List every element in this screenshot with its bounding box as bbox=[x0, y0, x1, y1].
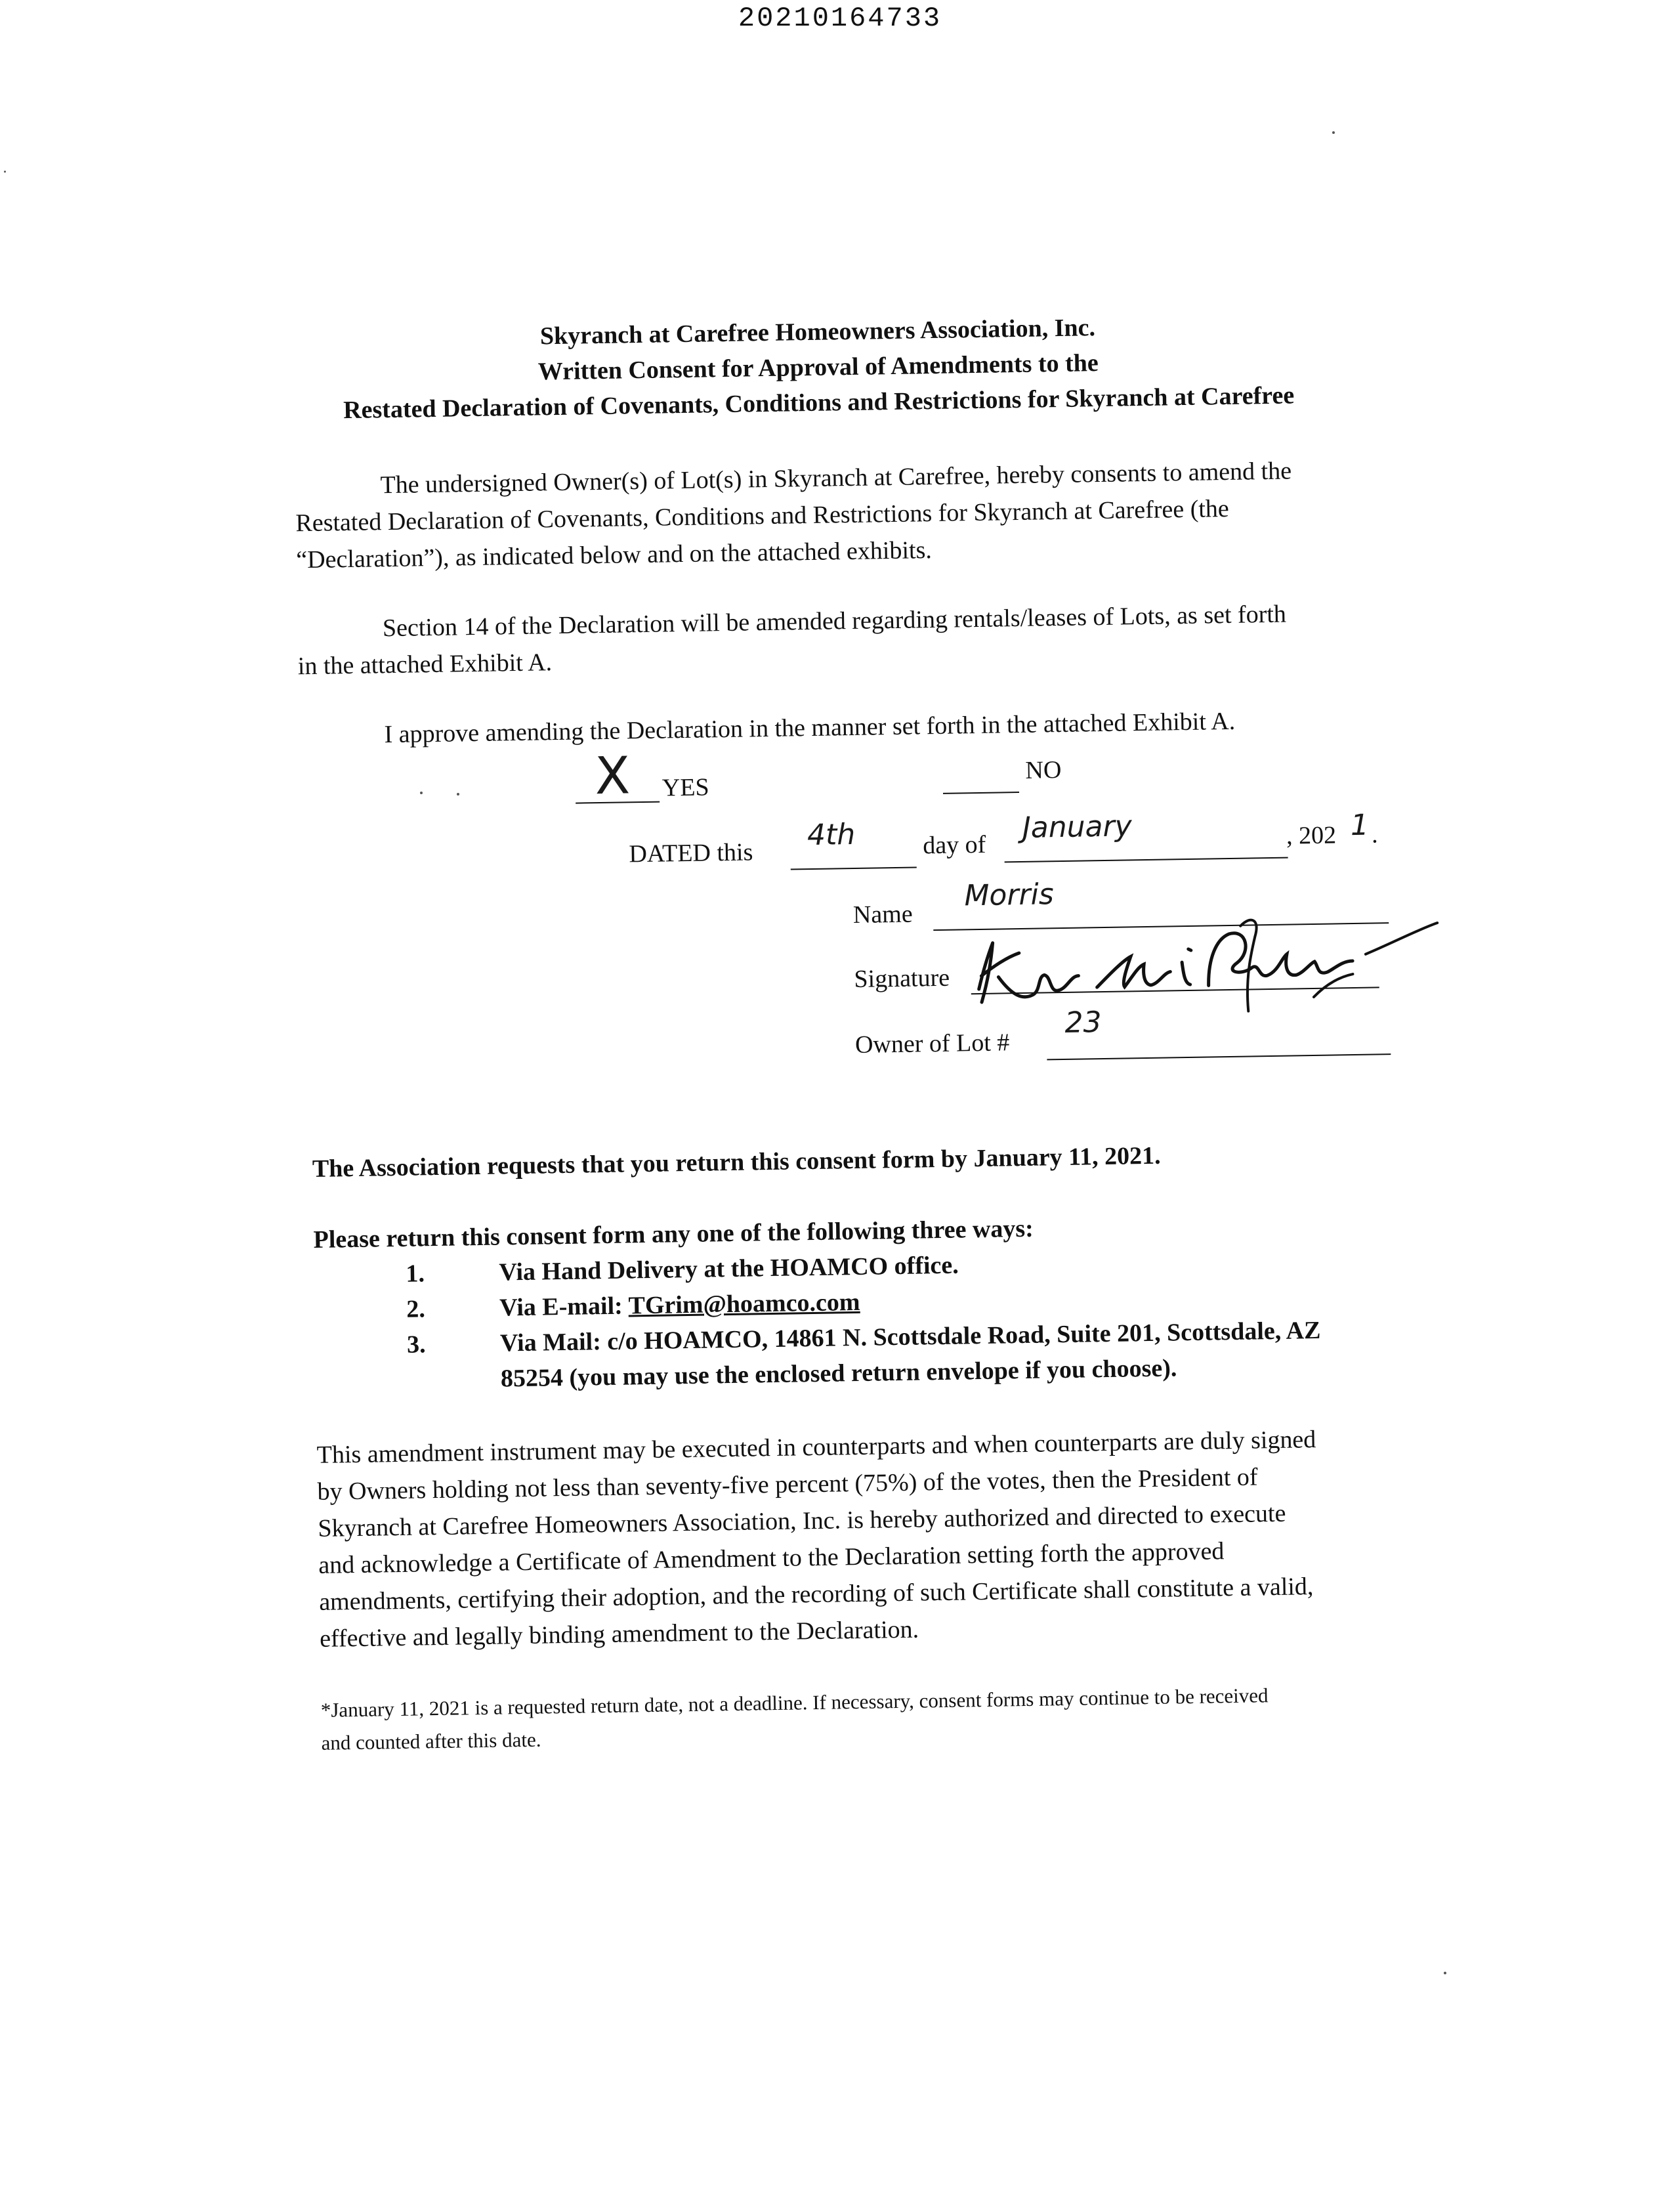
signature-label: Signature bbox=[854, 964, 950, 993]
section-text-line-1: Section 14 of the Declaration will be amended regarding rentals/leases of Lots, as set forth bbox=[382, 600, 1287, 643]
signature-scribble[interactable] bbox=[958, 897, 1446, 1029]
scan-speck bbox=[4, 171, 6, 173]
footnote-line-1: *January 11, 2021 is a requested return date, not a deadline. If necessary, consent forms may continue to be received bbox=[320, 1684, 1269, 1722]
amendment-line-3: Skyranch at Carefree Homeowners Association, Inc. is hereby authorized and directed to execute bbox=[318, 1499, 1286, 1542]
yes-checkbox[interactable] bbox=[575, 746, 667, 807]
dated-day[interactable]: 4th bbox=[807, 817, 856, 853]
footnote-line-2: and counted after this date. bbox=[321, 1728, 541, 1754]
lot-label: Owner of Lot # bbox=[854, 1029, 1010, 1059]
return-item-3-text: Via Mail: c/o HOAMCO, 14861 N. Scottsdale Road, Suite 201, Scottsdale, AZ bbox=[499, 1316, 1321, 1357]
return-item-3-num: 3. bbox=[406, 1330, 426, 1359]
no-label: NO bbox=[1025, 755, 1062, 784]
email-link[interactable]: TGrim@hoamco.com bbox=[628, 1288, 860, 1320]
amendment-line-1: This amendment instrument may be executed in counterparts and when counterparts are duly signed bbox=[316, 1426, 1316, 1469]
amendment-line-6: effective and legally binding amendment to the Declaration. bbox=[319, 1615, 919, 1653]
yes-mark: X bbox=[594, 746, 631, 807]
dated-year-digit[interactable]: 1 bbox=[1350, 808, 1370, 843]
return-item-1-num: 1. bbox=[406, 1260, 425, 1288]
consent-text-line-2: Restated Declaration of Covenants, Conditions and Restrictions for Skyranch at Carefree (the bbox=[295, 494, 1230, 538]
no-checkbox[interactable] bbox=[942, 752, 1022, 799]
approve-statement: I approve amending the Declaration in the manner set forth in the attached Exhibit A. bbox=[384, 707, 1236, 749]
document-number: 20210164733 bbox=[738, 3, 942, 34]
dated-period: . bbox=[1371, 820, 1378, 849]
return-request: The Association requests that you return this consent form by January 11, 2021. bbox=[312, 1141, 1161, 1183]
dated-prefix: DATED this bbox=[629, 838, 753, 868]
scan-speck bbox=[457, 793, 459, 796]
lot-value[interactable]: 23 bbox=[1064, 1006, 1102, 1040]
declaration-title: Restated Declaration of Covenants, Conditions and Restrictions for Skyranch at Carefree bbox=[343, 381, 1295, 425]
amendment-line-4: and acknowledge a Certificate of Amendment to the Declaration setting forth the approved bbox=[318, 1537, 1225, 1579]
scan-speck bbox=[1332, 131, 1335, 134]
form-title: Written Consent for Approval of Amendments to the bbox=[537, 349, 1099, 386]
scan-speck bbox=[1444, 1972, 1446, 1974]
dated-year-prefix: , 202 bbox=[1286, 821, 1337, 850]
return-item-3-continuation: 85254 (you may use the enclosed return envelope if you choose). bbox=[500, 1354, 1177, 1393]
yes-label: YES bbox=[662, 773, 709, 802]
amendment-line-2: by Owners holding not less than seventy-five percent (75%) of the votes, then the President of bbox=[317, 1463, 1258, 1506]
return-item-2-num: 2. bbox=[406, 1295, 426, 1323]
association-name: Skyranch at Carefree Homeowners Association, Inc. bbox=[539, 314, 1096, 350]
name-label: Name bbox=[852, 900, 913, 929]
return-intro: Please return this consent form any one of the following three ways: bbox=[313, 1214, 1034, 1254]
return-item-1-text: Via Hand Delivery at the HOAMCO office. bbox=[499, 1251, 959, 1286]
section-text-line-2: in the attached Exhibit A. bbox=[297, 648, 553, 681]
consent-text-line-1: The undersigned Owner(s) of Lot(s) in Skyranch at Carefree, hereby consents to amend the bbox=[380, 457, 1292, 499]
dated-day-of: day of bbox=[922, 830, 986, 860]
name-value[interactable]: Morris bbox=[964, 878, 1055, 913]
amendment-line-5: amendments, certifying their adoption, and the recording of such Certificate shall constitute a valid, bbox=[318, 1573, 1314, 1616]
scan-speck bbox=[420, 792, 423, 794]
dated-month[interactable]: January bbox=[1022, 809, 1133, 845]
consent-text-line-3: “Declaration”), as indicated below and on the attached exhibits. bbox=[295, 536, 933, 574]
email-label: Via E-mail: bbox=[499, 1292, 629, 1322]
